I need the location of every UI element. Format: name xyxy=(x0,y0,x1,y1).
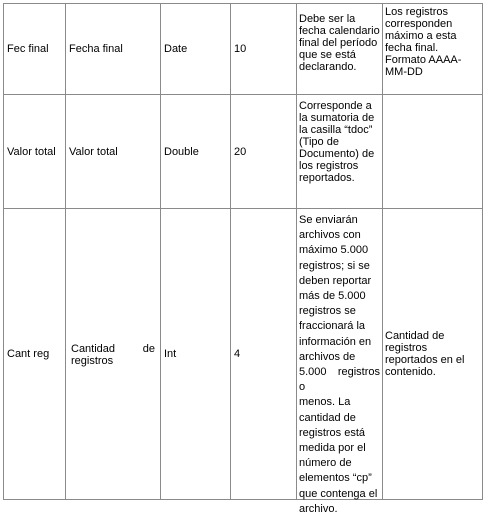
cell-descripcion-valor-total xyxy=(65,94,161,209)
validacion-line: registros xyxy=(385,342,428,354)
cell-descripcion-fec-final xyxy=(65,3,161,95)
detalle-line: la casilla “tdoc” xyxy=(299,124,373,136)
descripcion-line: Cantidad de xyxy=(71,343,155,355)
longitud-text: 20 xyxy=(234,145,247,158)
detalle-line: los registros xyxy=(299,160,359,172)
detalle-line: archivo. xyxy=(299,502,338,515)
detalle-line: la sumatoria de xyxy=(299,112,375,124)
cell-validacion-cant-reg xyxy=(382,208,483,500)
detalle-line: más de 5.000 xyxy=(299,290,366,303)
longitud-text: 10 xyxy=(234,43,247,55)
descripcion-block xyxy=(69,341,157,367)
campo-name: Cant reg xyxy=(7,348,50,360)
detalle-line: archivos de xyxy=(299,350,356,363)
validacion-line: Formato AAAA- xyxy=(385,54,462,66)
cell-tipo-cant-reg xyxy=(160,208,231,500)
validacion-line: contenido. xyxy=(385,366,436,378)
cell-longitud-fec-final xyxy=(230,3,297,95)
cell-campo-cant-reg xyxy=(3,208,66,500)
detalle-line: Se enviarán xyxy=(299,214,358,226)
detalle-line: reportados. xyxy=(299,172,355,184)
detalle-line: (Tipo de xyxy=(299,136,339,148)
detalle-line: registros está xyxy=(299,426,366,439)
cell-descripcion-cant-reg xyxy=(65,208,161,500)
detalle-line: deben reportar xyxy=(299,274,372,287)
cell-validacion-fec-final xyxy=(382,3,483,95)
detalle-line: cantidad de xyxy=(299,411,356,424)
detalle-line: elementos “cp” xyxy=(299,472,372,485)
validacion-line: MM-DD xyxy=(385,66,423,78)
cell-detalle-cant-reg xyxy=(296,208,383,515)
detalle-line: fraccionará la xyxy=(299,320,366,333)
cell-validacion-valor-total xyxy=(382,94,483,209)
cell-campo-valor-total xyxy=(3,94,66,209)
validacion-line: máximo a esta xyxy=(385,30,457,42)
longitud-text: 4 xyxy=(234,348,241,360)
cell-longitud-valor-total xyxy=(230,94,297,209)
descripcion-text: Valor total xyxy=(69,145,118,158)
detalle-line: declarando. xyxy=(299,61,357,73)
validacion-line: corresponden xyxy=(385,18,453,30)
detalle-line: archivos con xyxy=(299,229,361,242)
cell-detalle-valor-total xyxy=(296,94,383,209)
cell-longitud-cant-reg xyxy=(230,208,297,500)
detalle-line: fecha calendario xyxy=(299,25,380,37)
campo-name: Valor total xyxy=(7,145,56,158)
cell-tipo-fec-final xyxy=(160,3,231,95)
detalle-line: medida por el xyxy=(299,442,366,455)
validacion-block xyxy=(383,330,482,378)
detalle-line: que se está xyxy=(299,49,356,61)
detalle-line: Debe ser la xyxy=(299,13,356,25)
cell-tipo-valor-total xyxy=(160,94,231,209)
tipo-text: Date xyxy=(164,43,188,55)
detalle-line: final del período xyxy=(299,37,378,49)
detalle-line: registros se xyxy=(299,305,356,318)
validacion-line: fecha final. xyxy=(385,42,439,54)
tipo-text: Int xyxy=(164,348,177,360)
detalle-line: que contenga el xyxy=(299,487,378,500)
detalle-line: información en xyxy=(299,335,372,348)
cell-detalle-fec-final xyxy=(296,3,383,95)
detalle-line: registros; si se xyxy=(299,259,370,272)
validacion-line: reportados en el xyxy=(385,354,465,366)
validacion-line: Cantidad de xyxy=(385,330,445,342)
detalle-line: máximo 5.000 xyxy=(299,244,369,257)
cell-campo-fec-final xyxy=(3,3,66,95)
tipo-text: Double xyxy=(164,145,199,158)
detalle-line: Corresponde a xyxy=(299,100,372,112)
descripcion-text: Fecha final xyxy=(69,43,123,55)
validacion-line: Los registros xyxy=(385,6,448,18)
detalle-line: 5.000 registros o xyxy=(299,366,380,394)
detalle-line: número de xyxy=(299,457,352,470)
descripcion-line: registros xyxy=(71,355,114,367)
detalle-line: menos. La xyxy=(299,396,351,409)
detalle-line: Documento) de xyxy=(299,148,375,160)
campo-name: Fec final xyxy=(7,43,49,55)
